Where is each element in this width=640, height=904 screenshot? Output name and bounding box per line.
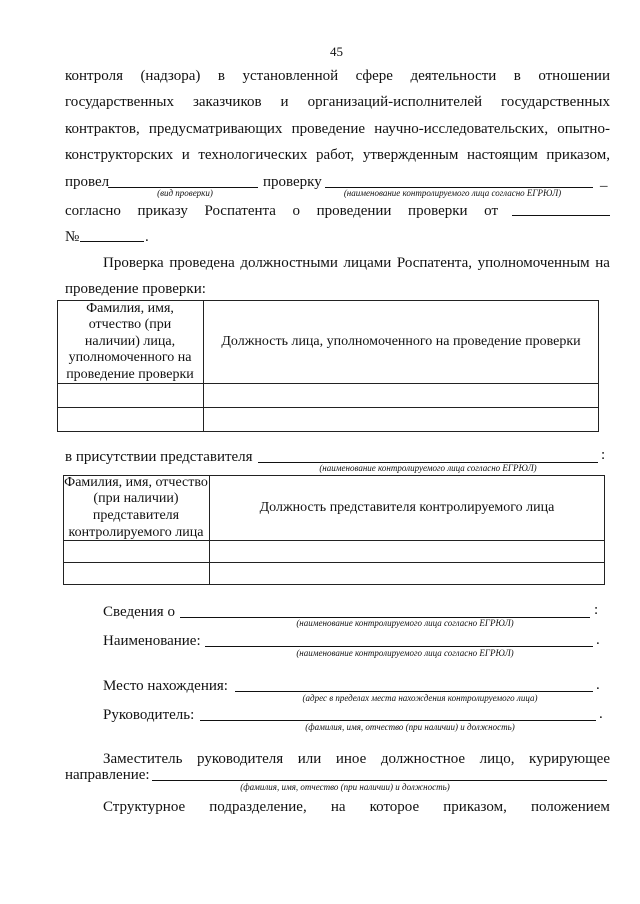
word: (надзора) (140, 68, 201, 84)
mesto-line (235, 691, 593, 692)
word: на (595, 255, 610, 271)
check-trail: _ (600, 173, 608, 189)
word: Роспатента, (396, 255, 473, 271)
para2-line2: проведение проверки: (65, 281, 206, 297)
rukovoditel-label: Руководитель: (103, 707, 195, 723)
word: приказом, (546, 147, 610, 163)
word: лицами (343, 255, 392, 271)
para2-line1 (103, 254, 610, 272)
word: проведении (316, 203, 392, 219)
word-check: проверку (263, 174, 322, 190)
table-inspectors-row-rule (57, 407, 599, 408)
word: уполномоченным (477, 255, 590, 271)
page-number: 45 (330, 44, 343, 59)
word: приказу (137, 203, 188, 219)
word: и (181, 147, 190, 163)
table-representatives-row-rule (63, 562, 605, 563)
word: приказом, (443, 799, 507, 815)
order-period: . (145, 229, 149, 245)
word: проведена (169, 255, 235, 271)
word: контрактов, (65, 121, 140, 137)
word: конструкторских (65, 147, 174, 163)
word: работ, (316, 147, 355, 163)
naimenovanie-caption: (наименование контролируемого лица согласно ЕГРЮЛ) (296, 648, 514, 658)
table-representatives-divider (209, 475, 210, 585)
presence-caption: (наименование контролируемого лица согласно ЕГРЮЛ) (319, 463, 537, 473)
rukovoditel-caption: (фамилия, имя, отчество (при наличии) и должность) (305, 722, 515, 732)
naimenovanie-label: Наименование: (103, 633, 201, 649)
svedeniya-caption: (наименование контролируемого лица согласно ЕГРЮЛ) (296, 618, 514, 628)
table-representatives-col2-header: Должность представителя контролируемого лица (259, 499, 555, 515)
table-representatives-col1-header: Фамилия, имя, отчество (при наличии) представителя контролируемого лица (64, 474, 208, 540)
word: руководителя (197, 751, 284, 767)
word: иное (335, 751, 367, 767)
word: Заместитель (103, 751, 183, 767)
order-date-line (512, 215, 610, 216)
word: государственных (65, 94, 174, 110)
word: курирующее (529, 751, 610, 767)
word: положением (530, 799, 610, 815)
word: о (292, 203, 300, 219)
rukovoditel-line (200, 720, 596, 721)
word: согласно (65, 203, 121, 219)
word: и (280, 94, 289, 110)
word: предусматривающих (148, 121, 283, 137)
word: которое (369, 799, 420, 815)
word: установленной (242, 68, 339, 84)
word: от (484, 203, 498, 219)
mesto-end: . (596, 677, 600, 693)
word: настоящим (466, 147, 538, 163)
para1-line4 (65, 146, 610, 164)
presence-label: в присутствии представителя (65, 449, 253, 465)
mesto-label: Место нахождения: (103, 678, 228, 694)
para1-line3 (65, 120, 610, 138)
word: Проверка (103, 255, 164, 271)
deputy-line (152, 780, 607, 781)
naimenovanie-end: . (596, 632, 600, 648)
word: Структурное (103, 799, 186, 815)
word: заказчиков (192, 94, 262, 110)
deputy-line1 (103, 750, 610, 768)
word: подразделение, (209, 799, 307, 815)
caption-check-type: (вид проверки) (157, 188, 213, 198)
word: в (513, 68, 521, 84)
table-inspectors-col1-header: Фамилия, имя, отчество (при наличии) лица, уполномоченного на проведение проверки (66, 300, 194, 382)
order-number-sign: № (65, 229, 80, 245)
caption-check-entity: (наименование контролируемого лица согласно ЕГРЮЛ) (343, 188, 562, 198)
presence-colon: : (601, 447, 606, 463)
word: отношении (538, 68, 610, 84)
word: в (217, 68, 225, 84)
order-line (65, 202, 498, 220)
deputy-caption: (фамилия, имя, отчество (при наличии) и должность) (240, 782, 450, 792)
deputy-label: направление: (65, 767, 150, 783)
para1-line1 (65, 67, 610, 85)
para1-line2 (65, 93, 610, 111)
word: технологических (198, 147, 308, 163)
mesto-caption: (адрес в пределах места нахождения контролируемого лица) (302, 693, 538, 703)
word: сфере (355, 68, 393, 84)
word: или (297, 751, 322, 767)
svedeniya-end: : (594, 602, 599, 618)
svedeniya-label: Сведения о (103, 604, 175, 620)
table-inspectors-divider (203, 300, 204, 432)
word: утвержденным (362, 147, 459, 163)
word: деятельности (410, 68, 497, 84)
struct-line1 (103, 798, 610, 816)
naimenovanie-line (205, 646, 593, 647)
word: организаций-исполнителей (307, 94, 483, 110)
table-inspectors-col2-header: Должность лица, уполномоченного на проведение проверки (221, 333, 581, 349)
word: должностное (380, 751, 466, 767)
word: опытно- (557, 121, 610, 137)
word: на (330, 799, 346, 815)
word-proved: провел (65, 174, 110, 190)
word: научно-исследовательских, (374, 121, 549, 137)
word: проверки (408, 203, 468, 219)
order-number-line (80, 241, 144, 242)
rukovoditel-end: . (599, 706, 603, 722)
word: Роспатента (204, 203, 276, 219)
word: проведение (291, 121, 366, 137)
word: контроля (65, 68, 123, 84)
word: должностными (240, 255, 338, 271)
word: лицо, (479, 751, 515, 767)
word: государственных (501, 94, 610, 110)
